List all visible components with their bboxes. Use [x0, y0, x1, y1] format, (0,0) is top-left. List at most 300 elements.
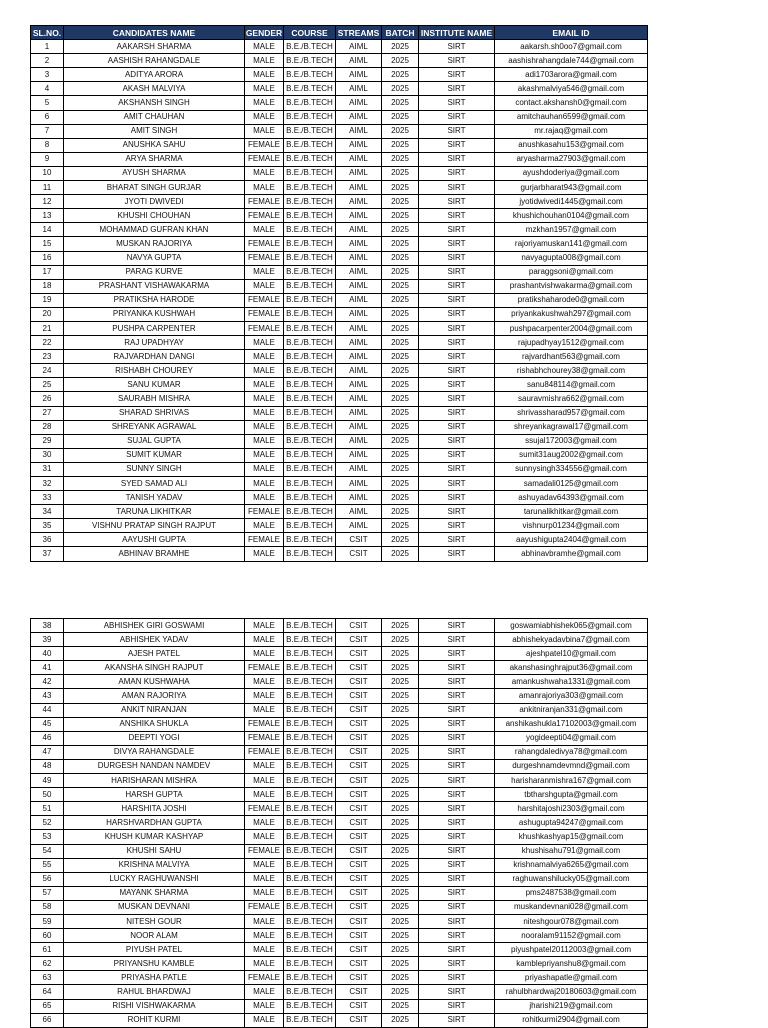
cell-gender: MALE — [245, 336, 284, 350]
cell-stream: CSIT — [336, 971, 382, 985]
cell-name: PRATIKSHA HARODE — [64, 293, 245, 307]
cell-gender: FEMALE — [245, 209, 284, 223]
cell-batch: 2025 — [382, 943, 419, 957]
cell-course: B.E./B.TECH — [284, 547, 336, 561]
cell-gender: MALE — [245, 1013, 284, 1027]
cell-batch: 2025 — [382, 477, 419, 491]
cell-stream: AIML — [336, 223, 382, 237]
cell-institute: SIRT — [419, 336, 495, 350]
table-row — [31, 745, 648, 759]
table-row — [31, 82, 648, 96]
cell-name: ABHISHEK GIRI GOSWAMI — [64, 619, 245, 633]
cell-stream: AIML — [336, 152, 382, 166]
cell-institute: SIRT — [419, 251, 495, 265]
cell-stream: AIML — [336, 251, 382, 265]
cell-course: B.E./B.TECH — [284, 307, 336, 321]
cell-sl-no: 30 — [31, 448, 64, 462]
cell-name: SHREYANK AGRAWAL — [64, 420, 245, 434]
cell-course: B.E./B.TECH — [284, 96, 336, 110]
cell-name: AMIT SINGH — [64, 124, 245, 138]
cell-email: jyotidwivedi1445@gmail.com — [495, 195, 648, 209]
cell-course: B.E./B.TECH — [284, 477, 336, 491]
cell-name: RAHUL BHARDWAJ — [64, 985, 245, 999]
cell-batch: 2025 — [382, 717, 419, 731]
cell-institute: SIRT — [419, 96, 495, 110]
cell-gender: MALE — [245, 82, 284, 96]
cell-name: AMAN KUSHWAHA — [64, 675, 245, 689]
cell-gender: MALE — [245, 647, 284, 661]
cell-email: samadali0125@gmail.com — [495, 477, 648, 491]
header-sl-no: SL.NO. — [31, 26, 64, 40]
cell-batch: 2025 — [382, 957, 419, 971]
cell-stream: AIML — [336, 420, 382, 434]
table-row — [31, 223, 648, 237]
cell-gender: MALE — [245, 166, 284, 180]
table-row — [31, 971, 648, 985]
cell-email: amankushwaha1331@gmail.com — [495, 675, 648, 689]
table-row — [31, 999, 648, 1013]
cell-name: RISHI VISHWAKARMA — [64, 999, 245, 1013]
table-row — [31, 307, 648, 321]
cell-name: AAYUSHI GUPTA — [64, 533, 245, 547]
table-row — [31, 675, 648, 689]
table-row — [31, 477, 648, 491]
cell-institute: SIRT — [419, 223, 495, 237]
cell-gender: FEMALE — [245, 307, 284, 321]
cell-gender: MALE — [245, 985, 284, 999]
cell-email: adi1703arora@gmail.com — [495, 68, 648, 82]
cell-institute: SIRT — [419, 717, 495, 731]
cell-stream: CSIT — [336, 647, 382, 661]
cell-sl-no: 62 — [31, 957, 64, 971]
cell-course: B.E./B.TECH — [284, 237, 336, 251]
cell-stream: CSIT — [336, 872, 382, 886]
cell-batch: 2025 — [382, 505, 419, 519]
cell-gender: MALE — [245, 181, 284, 195]
cell-batch: 2025 — [382, 661, 419, 675]
cell-name: KRISHNA MALVIYA — [64, 858, 245, 872]
cell-name: AASHISH RAHANGDALE — [64, 54, 245, 68]
cell-email: akanshasinghrajput36@gmail.com — [495, 661, 648, 675]
cell-institute: SIRT — [419, 491, 495, 505]
cell-email: rajvardhant563@gmail.com — [495, 350, 648, 364]
cell-name: SYED SAMAD ALI — [64, 477, 245, 491]
cell-email: paraggsoni@gmail.com — [495, 265, 648, 279]
cell-course: B.E./B.TECH — [284, 420, 336, 434]
cell-gender: MALE — [245, 68, 284, 82]
cell-name: HARSHITA JOSHI — [64, 802, 245, 816]
table-row — [31, 279, 648, 293]
cell-institute: SIRT — [419, 477, 495, 491]
cell-sl-no: 15 — [31, 237, 64, 251]
cell-gender: MALE — [245, 448, 284, 462]
cell-course: B.E./B.TECH — [284, 223, 336, 237]
candidates-table-2 — [30, 618, 648, 1028]
cell-stream: AIML — [336, 307, 382, 321]
cell-course: B.E./B.TECH — [284, 406, 336, 420]
table-row — [31, 619, 648, 633]
cell-institute: SIRT — [419, 68, 495, 82]
cell-course: B.E./B.TECH — [284, 54, 336, 68]
cell-email: harshitajoshi2303@gmail.com — [495, 802, 648, 816]
cell-institute: SIRT — [419, 830, 495, 844]
cell-institute: SIRT — [419, 519, 495, 533]
cell-sl-no: 55 — [31, 858, 64, 872]
cell-sl-no: 13 — [31, 209, 64, 223]
cell-name: TARUNA LIKHITKAR — [64, 505, 245, 519]
cell-sl-no: 61 — [31, 943, 64, 957]
cell-batch: 2025 — [382, 703, 419, 717]
cell-gender: FEMALE — [245, 802, 284, 816]
cell-name: AKASH MALVIYA — [64, 82, 245, 96]
cell-sl-no: 47 — [31, 745, 64, 759]
cell-stream: AIML — [336, 462, 382, 476]
cell-course: B.E./B.TECH — [284, 661, 336, 675]
cell-course: B.E./B.TECH — [284, 858, 336, 872]
cell-gender: MALE — [245, 759, 284, 773]
cell-batch: 2025 — [382, 406, 419, 420]
cell-stream: AIML — [336, 181, 382, 195]
cell-stream: AIML — [336, 166, 382, 180]
table-row — [31, 802, 648, 816]
table-row — [31, 914, 648, 928]
cell-stream: CSIT — [336, 717, 382, 731]
cell-batch: 2025 — [382, 816, 419, 830]
header-streams: STREAMS — [336, 26, 382, 40]
cell-institute: SIRT — [419, 265, 495, 279]
cell-gender: MALE — [245, 858, 284, 872]
cell-course: B.E./B.TECH — [284, 774, 336, 788]
cell-course: B.E./B.TECH — [284, 505, 336, 519]
cell-batch: 2025 — [382, 223, 419, 237]
table-row — [31, 265, 648, 279]
cell-course: B.E./B.TECH — [284, 745, 336, 759]
header-gender: GENDER — [245, 26, 284, 40]
cell-email: priyankakushwah297@gmail.com — [495, 307, 648, 321]
cell-batch: 2025 — [382, 689, 419, 703]
cell-course: B.E./B.TECH — [284, 703, 336, 717]
cell-stream: CSIT — [336, 633, 382, 647]
cell-course: B.E./B.TECH — [284, 830, 336, 844]
cell-batch: 2025 — [382, 675, 419, 689]
cell-name: DURGESH NANDAN NAMDEV — [64, 759, 245, 773]
cell-stream: CSIT — [336, 547, 382, 561]
cell-course: B.E./B.TECH — [284, 124, 336, 138]
cell-name: PRIYANSHU KAMBLE — [64, 957, 245, 971]
cell-batch: 2025 — [382, 166, 419, 180]
cell-gender: MALE — [245, 265, 284, 279]
header-course: COURSE — [284, 26, 336, 40]
cell-course: B.E./B.TECH — [284, 265, 336, 279]
table-row — [31, 152, 648, 166]
cell-email: pushpacarpenter2004@gmail.com — [495, 321, 648, 335]
cell-institute: SIRT — [419, 152, 495, 166]
cell-institute: SIRT — [419, 619, 495, 633]
cell-gender: MALE — [245, 830, 284, 844]
cell-gender: MALE — [245, 406, 284, 420]
cell-batch: 2025 — [382, 138, 419, 152]
cell-email: shrivassharad957@gmail.com — [495, 406, 648, 420]
cell-sl-no: 20 — [31, 307, 64, 321]
cell-sl-no: 63 — [31, 971, 64, 985]
table-row — [31, 378, 648, 392]
cell-name: AMAN RAJORIYA — [64, 689, 245, 703]
cell-name: RISHABH CHOUREY — [64, 364, 245, 378]
cell-email: ayushdoderiya@gmail.com — [495, 166, 648, 180]
cell-sl-no: 40 — [31, 647, 64, 661]
cell-stream: AIML — [336, 279, 382, 293]
cell-gender: MALE — [245, 703, 284, 717]
cell-batch: 2025 — [382, 68, 419, 82]
cell-email: piyushpatel20112003@gmail.com — [495, 943, 648, 957]
cell-email: rohitkurmi2904@gmail.com — [495, 1013, 648, 1027]
table-row — [31, 661, 648, 675]
cell-batch: 2025 — [382, 633, 419, 647]
cell-name: ABHINAV BRAMHE — [64, 547, 245, 561]
table-row — [31, 96, 648, 110]
table-2-body — [31, 619, 648, 1028]
cell-batch: 2025 — [382, 731, 419, 745]
cell-stream: AIML — [336, 505, 382, 519]
cell-gender: MALE — [245, 124, 284, 138]
cell-gender: FEMALE — [245, 505, 284, 519]
table-row — [31, 68, 648, 82]
cell-name: SANU KUMAR — [64, 378, 245, 392]
table-row — [31, 392, 648, 406]
cell-name: RAJVARDHAN DANGI — [64, 350, 245, 364]
cell-email: jharishi219@gmail.com — [495, 999, 648, 1013]
cell-batch: 2025 — [382, 900, 419, 914]
cell-institute: SIRT — [419, 110, 495, 124]
table-row — [31, 293, 648, 307]
cell-stream: AIML — [336, 40, 382, 54]
cell-batch: 2025 — [382, 519, 419, 533]
cell-institute: SIRT — [419, 434, 495, 448]
cell-name: DIVYA RAHANGDALE — [64, 745, 245, 759]
cell-stream: CSIT — [336, 816, 382, 830]
cell-course: B.E./B.TECH — [284, 914, 336, 928]
cell-gender: FEMALE — [245, 717, 284, 731]
cell-name: PRASHANT VISHAWAKARMA — [64, 279, 245, 293]
cell-institute: SIRT — [419, 985, 495, 999]
cell-email: yogideepti04@gmail.com — [495, 731, 648, 745]
cell-stream: CSIT — [336, 661, 382, 675]
cell-institute: SIRT — [419, 462, 495, 476]
table-row — [31, 195, 648, 209]
cell-name: SAURABH MISHRA — [64, 392, 245, 406]
cell-name: KHUSH KUMAR KASHYAP — [64, 830, 245, 844]
cell-stream: AIML — [336, 124, 382, 138]
cell-course: B.E./B.TECH — [284, 448, 336, 462]
cell-batch: 2025 — [382, 886, 419, 900]
cell-email: ajeshpatel10@gmail.com — [495, 647, 648, 661]
cell-course: B.E./B.TECH — [284, 1013, 336, 1027]
cell-batch: 2025 — [382, 279, 419, 293]
table-row — [31, 774, 648, 788]
cell-course: B.E./B.TECH — [284, 491, 336, 505]
cell-sl-no: 26 — [31, 392, 64, 406]
cell-stream: CSIT — [336, 759, 382, 773]
cell-course: B.E./B.TECH — [284, 844, 336, 858]
cell-sl-no: 45 — [31, 717, 64, 731]
cell-name: HARISHARAN MISHRA — [64, 774, 245, 788]
cell-gender: MALE — [245, 491, 284, 505]
cell-institute: SIRT — [419, 731, 495, 745]
cell-sl-no: 12 — [31, 195, 64, 209]
cell-gender: MALE — [245, 999, 284, 1013]
table-row — [31, 336, 648, 350]
cell-stream: AIML — [336, 68, 382, 82]
cell-name: AYUSH SHARMA — [64, 166, 245, 180]
cell-gender: MALE — [245, 279, 284, 293]
table-row — [31, 519, 648, 533]
cell-batch: 2025 — [382, 336, 419, 350]
cell-course: B.E./B.TECH — [284, 462, 336, 476]
cell-batch: 2025 — [382, 830, 419, 844]
cell-course: B.E./B.TECH — [284, 209, 336, 223]
cell-sl-no: 60 — [31, 929, 64, 943]
cell-stream: AIML — [336, 477, 382, 491]
table-row — [31, 462, 648, 476]
table-row — [31, 40, 648, 54]
table-row — [31, 181, 648, 195]
cell-stream: AIML — [336, 491, 382, 505]
table-row — [31, 491, 648, 505]
cell-course: B.E./B.TECH — [284, 985, 336, 999]
cell-institute: SIRT — [419, 181, 495, 195]
header-email-id: EMAIL ID — [495, 26, 648, 40]
cell-stream: CSIT — [336, 802, 382, 816]
cell-institute: SIRT — [419, 774, 495, 788]
cell-institute: SIRT — [419, 957, 495, 971]
cell-sl-no: 11 — [31, 181, 64, 195]
cell-name: ROHIT KURMI — [64, 1013, 245, 1027]
cell-email: tbtharshgupta@gmail.com — [495, 788, 648, 802]
cell-course: B.E./B.TECH — [284, 717, 336, 731]
cell-email: harisharanmishra167@gmail.com — [495, 774, 648, 788]
cell-batch: 2025 — [382, 350, 419, 364]
cell-institute: SIRT — [419, 802, 495, 816]
cell-gender: MALE — [245, 477, 284, 491]
cell-gender: MALE — [245, 378, 284, 392]
cell-name: BHARAT SINGH GURJAR — [64, 181, 245, 195]
cell-batch: 2025 — [382, 971, 419, 985]
cell-institute: SIRT — [419, 279, 495, 293]
cell-name: PRIYASHA PATLE — [64, 971, 245, 985]
cell-email: ssujal172003@gmail.com — [495, 434, 648, 448]
cell-email: aayushigupta2404@gmail.com — [495, 533, 648, 547]
cell-institute: SIRT — [419, 689, 495, 703]
cell-batch: 2025 — [382, 788, 419, 802]
cell-batch: 2025 — [382, 181, 419, 195]
cell-batch: 2025 — [382, 110, 419, 124]
cell-stream: CSIT — [336, 999, 382, 1013]
cell-name: VISHNU PRATAP SINGH RAJPUT — [64, 519, 245, 533]
cell-stream: AIML — [336, 110, 382, 124]
cell-name: SHARAD SHRIVAS — [64, 406, 245, 420]
cell-name: RAJ UPADHYAY — [64, 336, 245, 350]
cell-email: durgeshnamdevmnd@gmail.com — [495, 759, 648, 773]
cell-gender: MALE — [245, 519, 284, 533]
cell-sl-no: 38 — [31, 619, 64, 633]
cell-gender: MALE — [245, 462, 284, 476]
cell-email: pms2487538@gmail.com — [495, 886, 648, 900]
cell-course: B.E./B.TECH — [284, 971, 336, 985]
cell-sl-no: 18 — [31, 279, 64, 293]
cell-sl-no: 34 — [31, 505, 64, 519]
table-row — [31, 251, 648, 265]
cell-email: mr.rajaq@gmail.com — [495, 124, 648, 138]
table-row — [31, 166, 648, 180]
cell-batch: 2025 — [382, 265, 419, 279]
cell-stream: CSIT — [336, 675, 382, 689]
cell-stream: AIML — [336, 265, 382, 279]
cell-name: SUNNY SINGH — [64, 462, 245, 476]
cell-gender: FEMALE — [245, 661, 284, 675]
table-row — [31, 321, 648, 335]
cell-email: vishnurp01234@gmail.com — [495, 519, 648, 533]
cell-batch: 2025 — [382, 40, 419, 54]
cell-institute: SIRT — [419, 943, 495, 957]
cell-batch: 2025 — [382, 872, 419, 886]
cell-course: B.E./B.TECH — [284, 999, 336, 1013]
cell-institute: SIRT — [419, 900, 495, 914]
cell-stream: AIML — [336, 519, 382, 533]
cell-gender: MALE — [245, 40, 284, 54]
cell-stream: CSIT — [336, 985, 382, 999]
cell-sl-no: 51 — [31, 802, 64, 816]
cell-gender: MALE — [245, 110, 284, 124]
cell-name: SUMIT KUMAR — [64, 448, 245, 462]
cell-stream: CSIT — [336, 1013, 382, 1027]
cell-batch: 2025 — [382, 420, 419, 434]
cell-name: LUCKY RAGHUWANSHI — [64, 872, 245, 886]
cell-stream: CSIT — [336, 774, 382, 788]
cell-stream: CSIT — [336, 858, 382, 872]
cell-course: B.E./B.TECH — [284, 633, 336, 647]
cell-name: MOHAMMAD GUFRAN KHAN — [64, 223, 245, 237]
cell-gender: FEMALE — [245, 321, 284, 335]
cell-gender: MALE — [245, 816, 284, 830]
cell-stream: AIML — [336, 82, 382, 96]
cell-batch: 2025 — [382, 448, 419, 462]
cell-stream: AIML — [336, 96, 382, 110]
table-1-body — [31, 40, 648, 561]
table-row — [31, 448, 648, 462]
cell-email: sanu848114@gmail.com — [495, 378, 648, 392]
cell-stream: AIML — [336, 448, 382, 462]
cell-name: AKANSHA SINGH RAJPUT — [64, 661, 245, 675]
cell-institute: SIRT — [419, 788, 495, 802]
cell-gender: FEMALE — [245, 251, 284, 265]
cell-gender: MALE — [245, 434, 284, 448]
table-row — [31, 350, 648, 364]
table-row — [31, 124, 648, 138]
cell-email: akashmalviya546@gmail.com — [495, 82, 648, 96]
cell-name: PRIYANKA KUSHWAH — [64, 307, 245, 321]
cell-email: prashantvishwakarma@gmail.com — [495, 279, 648, 293]
cell-course: B.E./B.TECH — [284, 872, 336, 886]
cell-gender: MALE — [245, 633, 284, 647]
cell-sl-no: 22 — [31, 336, 64, 350]
cell-stream: AIML — [336, 406, 382, 420]
table-row — [31, 209, 648, 223]
cell-course: B.E./B.TECH — [284, 321, 336, 335]
cell-sl-no: 9 — [31, 152, 64, 166]
cell-email: sumit31aug2002@gmail.com — [495, 448, 648, 462]
table-row — [31, 364, 648, 378]
table-row — [31, 703, 648, 717]
